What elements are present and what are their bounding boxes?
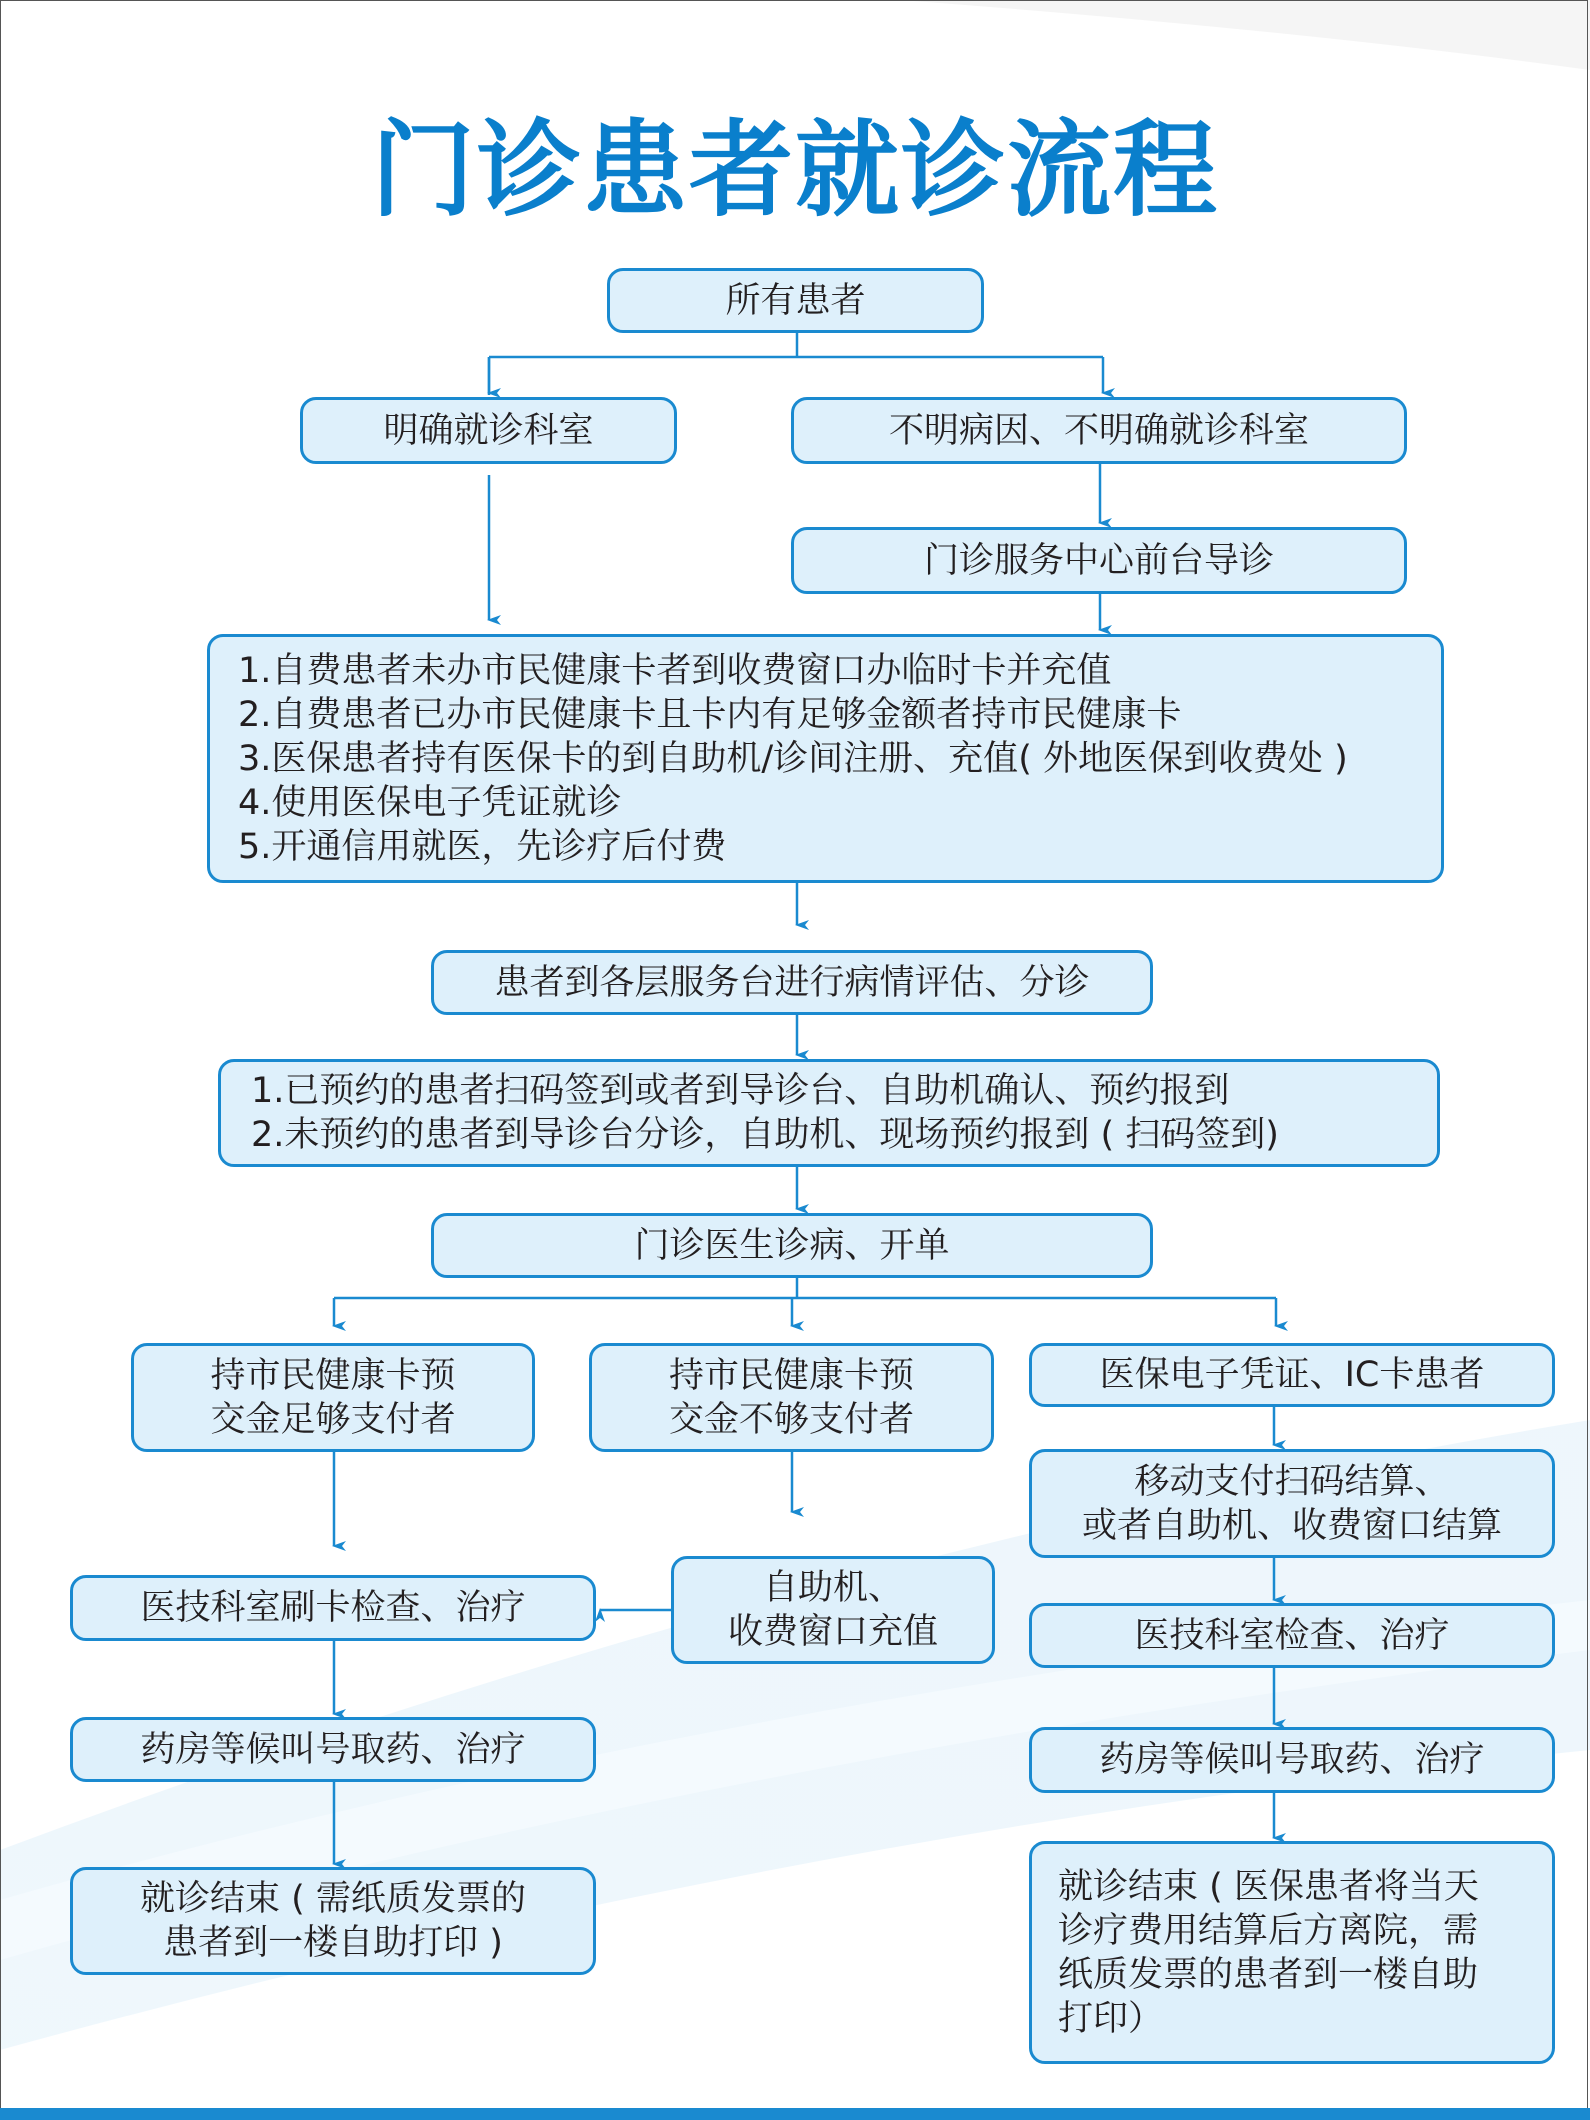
node-text: 药房等候叫号取药、治疗 — [140, 1729, 526, 1770]
node-check-in — [218, 1059, 1440, 1167]
node-text: 自助机、 — [762, 1568, 903, 1608]
node-text: 5.开通信用就医，先诊疗后付费 — [238, 826, 727, 867]
node-text: 门诊服务中心前台导诊 — [923, 540, 1274, 581]
node-text: 交金不够支付者 — [668, 1399, 914, 1440]
node-registration-options — [207, 634, 1444, 883]
node-pharmacy-right — [1029, 1727, 1555, 1793]
page-title: 门诊患者就诊流程 — [370, 109, 1219, 231]
node-end-left — [70, 1867, 596, 1975]
node-service-center — [791, 527, 1407, 594]
node-triage — [431, 950, 1153, 1015]
node-text: 诊疗费用结算后方离院，需 — [1058, 1910, 1479, 1951]
node-text: 门诊医生诊病、开单 — [634, 1225, 950, 1266]
node-text: 就诊结束 ( 需纸质发票的 — [140, 1879, 526, 1919]
node-text: 患者到各层服务台进行病情评估、分诊 — [494, 962, 1090, 1003]
node-text: 医技科室检查、治疗 — [1134, 1615, 1450, 1656]
node-text: 移动支付扫码结算、 — [1134, 1461, 1450, 1502]
node-doctor — [431, 1213, 1153, 1278]
node-exam-card — [70, 1575, 596, 1641]
node-text: 1.已预约的患者扫码签到或者到导诊台、自助机确认、预约报到 — [251, 1071, 1230, 1111]
node-text: 所有患者 — [725, 280, 866, 321]
node-end-right — [1029, 1841, 1555, 2064]
node-exam-insurance — [1029, 1603, 1555, 1668]
node-text: 或者自助机、收费窗口结算 — [1081, 1505, 1502, 1546]
node-insurance — [1029, 1343, 1555, 1407]
node-text: 明确就诊科室 — [383, 410, 594, 451]
node-pharmacy-left — [70, 1717, 596, 1782]
node-text: 患者到一楼自助打印 ) — [163, 1923, 503, 1963]
node-text: 收费窗口充值 — [727, 1612, 938, 1652]
node-text: 打印） — [1058, 1998, 1164, 2039]
bottom-bar — [0, 2108, 1590, 2120]
node-card-sufficient — [131, 1343, 535, 1452]
node-text: 4.使用医保电子凭证就诊 — [238, 782, 622, 823]
node-text: 不明病因、不明确就诊科室 — [888, 410, 1309, 451]
node-mobile-pay — [1029, 1449, 1555, 1558]
node-text: 就诊结束 ( 医保患者将当天 — [1058, 1866, 1479, 1907]
node-card-insufficient — [589, 1343, 994, 1452]
node-text: 医保电子凭证、IC卡患者 — [1099, 1355, 1485, 1395]
node-text: 交金足够支付者 — [210, 1399, 456, 1440]
node-known-dept — [300, 397, 677, 464]
node-text: 持市民健康卡预 — [668, 1355, 914, 1396]
node-text: 1.自费患者未办市民健康卡者到收费窗口办临时卡并充值 — [238, 650, 1112, 691]
node-text: 2.自费患者已办市民健康卡且卡内有足够金额者持市民健康卡 — [238, 694, 1182, 735]
node-text: 3.医保患者持有医保卡的到自助机/诊间注册、充值( 外地医保到收费处 ) — [238, 738, 1348, 779]
node-all-patients — [607, 268, 984, 333]
node-text: 医技科室刷卡检查、治疗 — [140, 1588, 526, 1628]
node-text: 持市民健康卡预 — [210, 1355, 456, 1396]
node-text: 药房等候叫号取药、治疗 — [1099, 1740, 1485, 1780]
node-text: 2.未预约的患者到导诊台分诊，自助机、现场预约报到 ( 扫码签到) — [251, 1115, 1279, 1155]
node-unknown-dept — [791, 397, 1407, 464]
node-text: 纸质发票的患者到一楼自助 — [1058, 1954, 1479, 1995]
node-recharge — [671, 1556, 995, 1664]
